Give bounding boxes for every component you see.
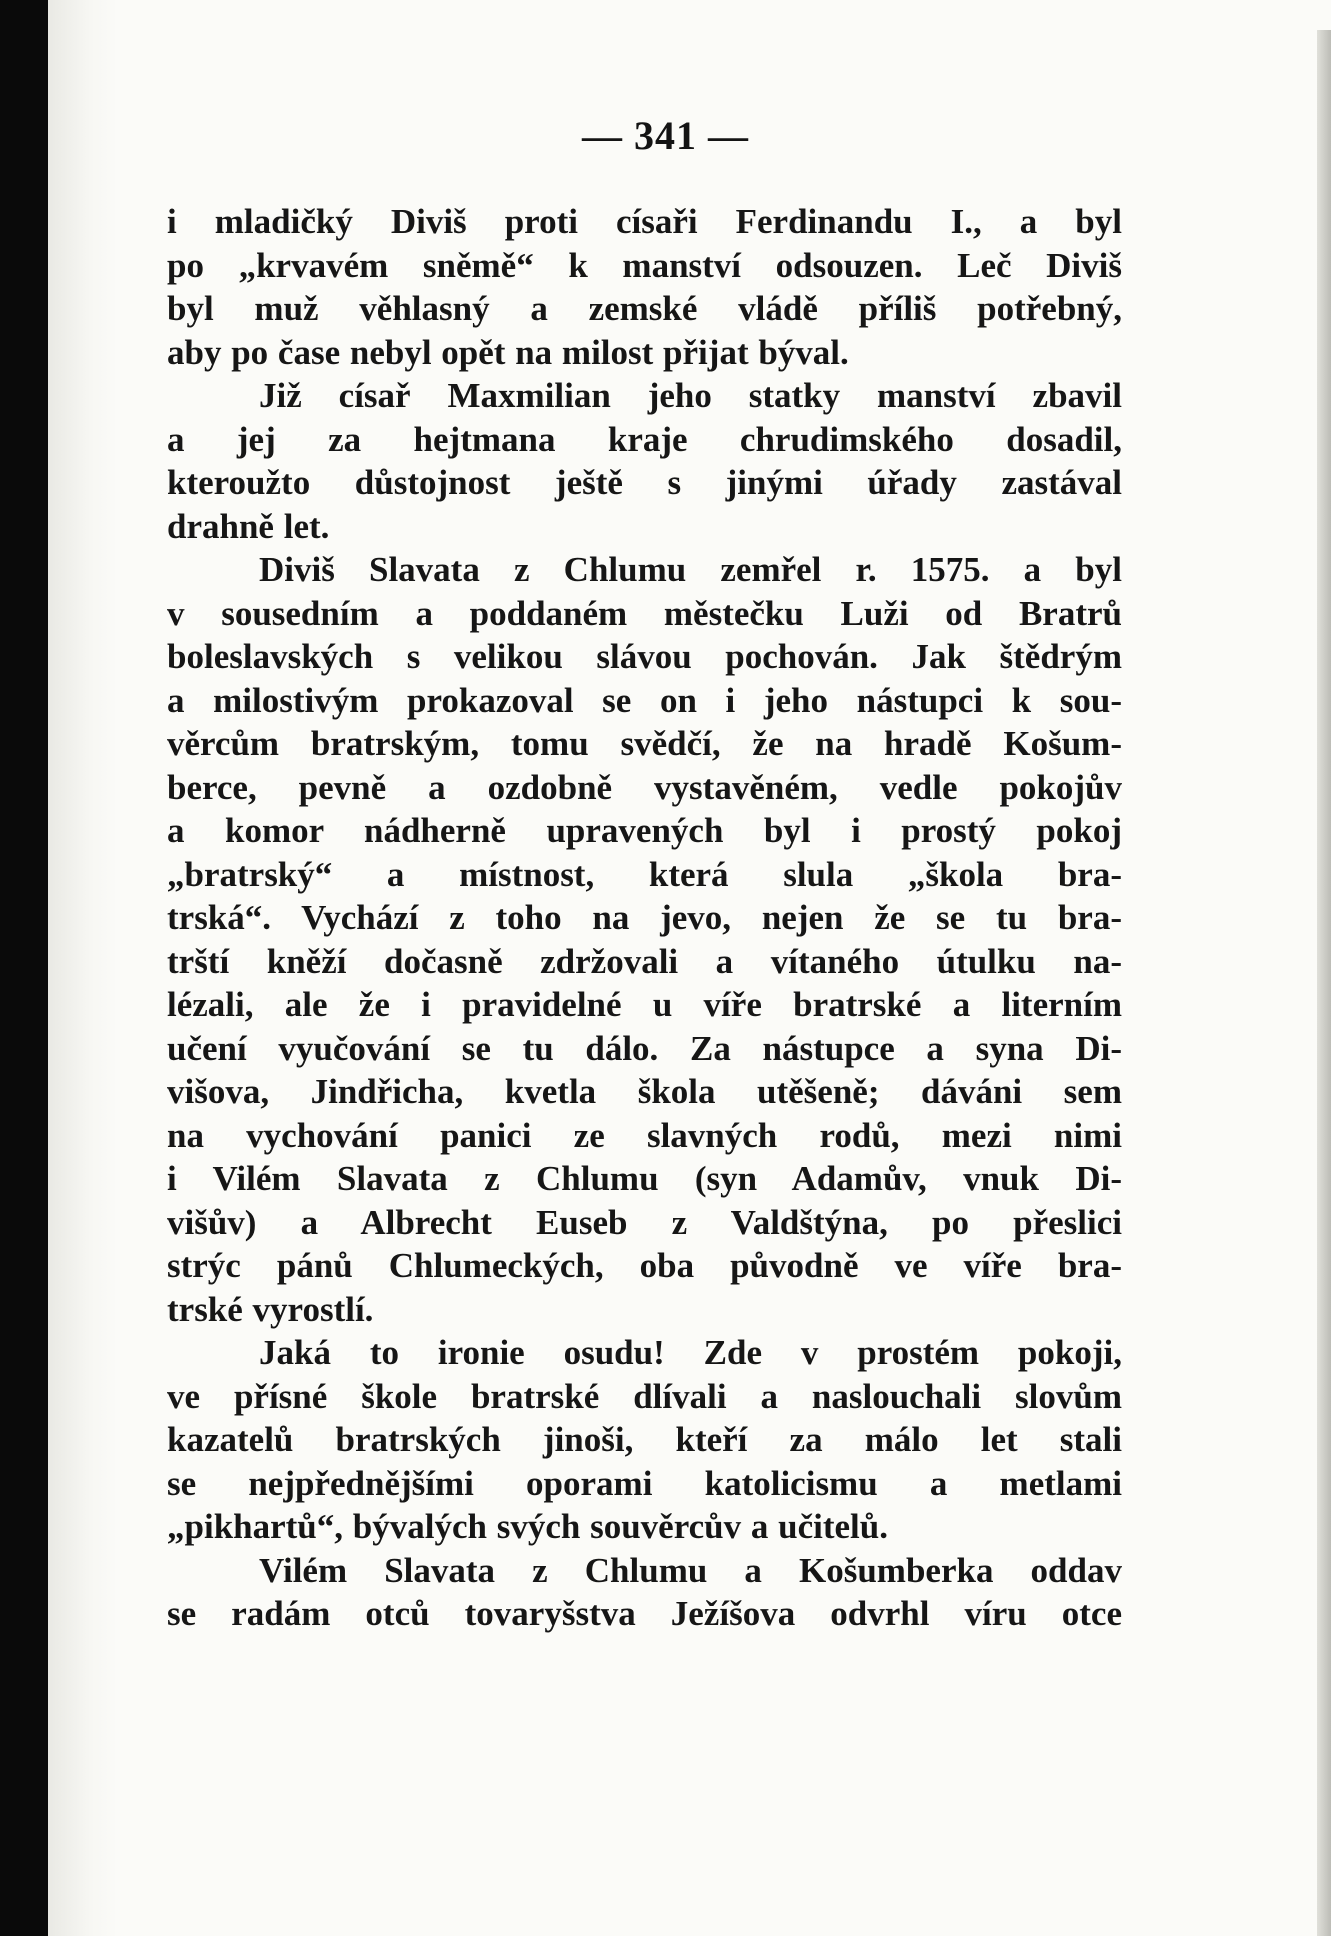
text-line: višova, Jindřicha, kvetla škola utěšeně; dáváni sem: [167, 1072, 1122, 1111]
text-line: i mladičký Diviš proti císaři Ferdinandu I., a byl: [167, 202, 1122, 241]
text-line: trští kněží dočasně zdržovali a vítaného útulku na-: [167, 941, 1122, 981]
text-line: Diviš Slavata z Chlumu zemřel r. 1575. a byl: [259, 550, 1122, 589]
text-line: věrcům bratrským, tomu svědčí, že na hradě Košum-: [167, 724, 1122, 763]
text-line: berce, pevně a ozdobně vystavěném, vedle pokojův: [167, 767, 1122, 807]
text-line: Vilém Slavata z Chlumu a Košumberka oddav: [259, 1550, 1122, 1590]
page-number: — 341 —: [582, 113, 749, 158]
text-line: trské vyrostlí.: [167, 1289, 374, 1329]
text-line: a jej za hejtmana kraje chrudimského dosadil,: [167, 419, 1122, 459]
text-line: aby po čase nebyl opět na milost přijat býval.: [167, 332, 849, 372]
body-text: [167, 200, 1122, 1636]
text-line: i Vilém Slavata z Chlumu (syn Adamův, vnuk Di-: [167, 1159, 1122, 1198]
text-line: „pikhartů“, bývalých svých souvěrcův a učitelů.: [167, 1507, 888, 1546]
text-line: se nejpřednějšími oporami katolicismu a metlami: [167, 1463, 1122, 1503]
text-line: ve přísné škole bratrské dlívali a naslouchali slovům: [167, 1376, 1122, 1416]
text-line: lézali, ale že i pravidelné u víře bratrské a literním: [167, 985, 1122, 1024]
text-line: a komor nádherně upravených byl i prostý pokoj: [167, 811, 1122, 850]
text-line: „bratrský“ a místnost, která slula „škola bra-: [167, 854, 1122, 894]
text-line: byl muž věhlasný a zemské vládě příliš potřebný,: [167, 289, 1122, 328]
text-line: Jaká to ironie osudu! Zde v prostém pokoji,: [259, 1333, 1122, 1372]
text-line: kteroužto důstojnost ještě s jinými úřady zastával: [167, 463, 1122, 502]
text-line: trská“. Vychází z toho na jevo, nejen že se tu bra-: [167, 898, 1122, 937]
text-line: v sousedním a poddaném městečku Luži od Bratrů: [167, 593, 1122, 633]
text-line: drahně let.: [167, 506, 330, 546]
text-line: Již císař Maxmilian jeho statky manství zbavil: [259, 376, 1122, 415]
text-line: po „krvavém sněmě“ k manství odsouzen. Leč Diviš: [167, 245, 1122, 285]
text-line: kazatelů bratrských jinoši, kteří za málo let stali: [167, 1420, 1122, 1459]
text-line: na vychování panici ze slavných rodů, mezi nimi: [167, 1115, 1122, 1155]
text-line: učení vyučování se tu dálo. Za nástupce a syna Di-: [167, 1028, 1122, 1068]
text-line: a milostivým prokazoval se on i jeho nástupci k sou-: [167, 680, 1122, 720]
page-edge: [1317, 30, 1331, 1936]
text-line: boleslavských s velikou slávou pochován. Jak štědrým: [167, 637, 1122, 676]
text-line: višův) a Albrecht Euseb z Valdštýna, po přeslici: [167, 1202, 1122, 1242]
text-line: strýc pánů Chlumeckých, oba původně ve víře bra-: [167, 1246, 1122, 1285]
text-line: se radám otců tovaryšstva Ježíšova odvrhl víru otce: [167, 1594, 1122, 1633]
page-gutter-shadow: [48, 0, 118, 1936]
